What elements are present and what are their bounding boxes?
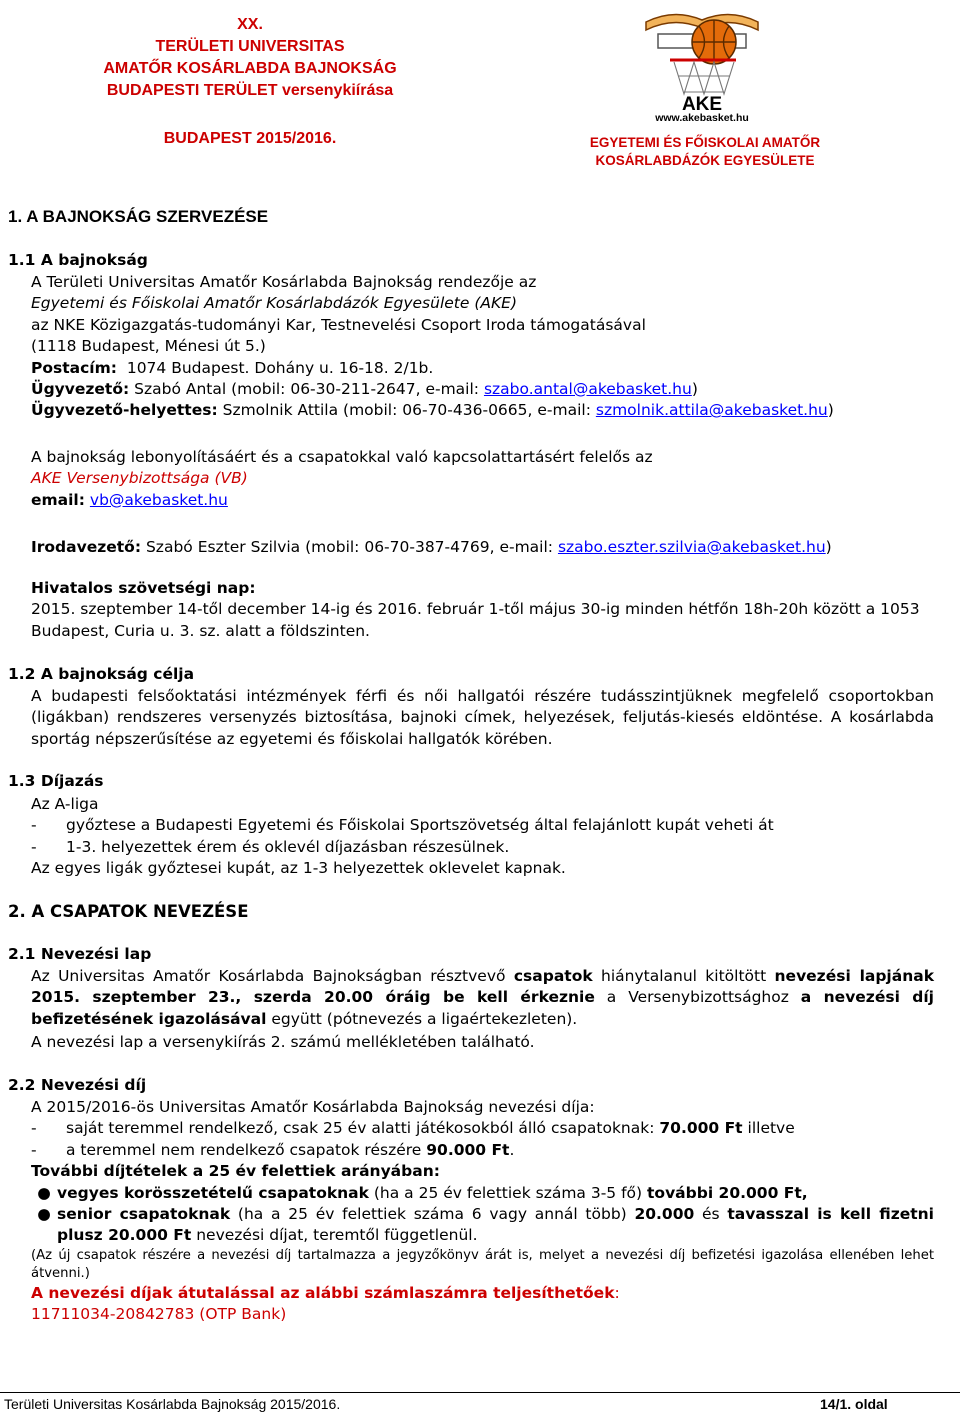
office-line: Irodavezető: Szabó Eszter Szilvia (mobil: 06-70-387-4769, e-mail: szabo.eszter.szilvia@akebasket.hu)	[31, 538, 832, 556]
postal-label: Postacím:	[31, 358, 117, 377]
text-run: csapatok	[513, 967, 593, 985]
manager-value: Szabó Antal (mobil: 06-30-211-2647, e-mail:	[134, 379, 480, 398]
new-team-note: (Az új csapatok részére a nevezési díj tartalmazza a jegyzőkönyv árát is, melyet a nevezési díj befizetési igazolása ellenében lehet átvenni.)	[31, 1247, 934, 1281]
title-line: BUDAPESTI TERÜLET versenykiírása	[106, 82, 394, 99]
org-line: EGYETEMI ÉS FŐISKOLAI AMATŐR	[589, 135, 821, 150]
vb-line: A bajnokság lebonyolításáért és a csapatokkal való kapcsolattartásért felelős az	[31, 448, 653, 466]
text-run: a teremmel nem rendelkező csapatok részére	[66, 1140, 427, 1159]
text-run: tavasszal is kell fizetni plusz 20.000 Ft	[57, 1204, 934, 1245]
a-liga-label: Az A-liga	[31, 795, 99, 813]
text-run: senior csapatoknak	[57, 1204, 231, 1223]
text-run: és	[694, 1204, 728, 1223]
postal-address	[31, 358, 934, 379]
section-2-2-heading: 2.2 Nevezési díj	[8, 1076, 147, 1094]
fee-amount: 70.000 Ft	[659, 1119, 743, 1138]
text-run: vegyes korösszetételű csapatoknak	[57, 1183, 369, 1202]
text-run: a nevezési díj befizetésének igazolásával	[31, 988, 934, 1028]
section-1-3-heading: 1.3 Díjazás	[8, 772, 104, 790]
extra-fee-item	[31, 1183, 934, 1204]
text-run: további 20.000 Ft,	[647, 1183, 808, 1202]
section-1-2-heading: 1.2 A bajnokság célja	[8, 665, 195, 683]
page-footer	[0, 1392, 960, 1412]
entry-form-annex: A nevezési lap a versenykiírás 2. számú mellékletében található.	[31, 1033, 535, 1051]
bullet-icon: ●	[37, 1204, 51, 1223]
logo-url: www.akebasket.hu	[655, 112, 749, 122]
section-1-1-heading: 1.1 A bajnokság	[8, 251, 148, 269]
text-run: illetve	[742, 1119, 795, 1138]
postal-value: 1074 Budapest. Dohány u. 16-18. 2/1b.	[126, 358, 434, 377]
text-run: nevezési díjat, teremtől függetlenül.	[191, 1226, 478, 1245]
org-line: KOSÁRLABDÁZÓK EGYESÜLETE	[595, 153, 815, 168]
page-number: 14/1. oldal	[820, 1396, 888, 1412]
vb-email-label: email:	[31, 490, 85, 509]
extra-fee-item	[31, 1204, 934, 1247]
section-1-1-body	[31, 272, 934, 422]
fee-intro: A 2015/2016-ös Universitas Amatőr Kosárlabda Bajnokság nevezési díja:	[31, 1098, 595, 1116]
section-1-heading: 1. A BAJNOKSÁG SZERVEZÉSE	[8, 207, 269, 226]
manager-line: Ügyvezető: Szabó Antal (mobil: 06-30-211-2647, e-mail: szabo.antal@akebasket.hu)	[31, 379, 698, 398]
vb-email-line	[31, 490, 934, 511]
official-day-text: 2015. szeptember 14-től december 14-ig és 2016. február 1-től május 30-ig minden hétfőn 18h-20h között a 1053 Budapest, Curia u. 3. sz. alatt a földszinten.	[31, 600, 920, 640]
transfer-text: A nevezési díjak átutalással az alábbi számlaszámra teljesíthetőek	[31, 1284, 615, 1303]
deputy-value: Szmolnik Attila (mobil: 06-70-436-0665, e-mail:	[222, 401, 591, 420]
title-line: XX.	[237, 16, 263, 33]
text-run: :	[614, 1284, 620, 1303]
logo-text: AKE	[681, 94, 723, 115]
section-1-3-body	[31, 794, 934, 880]
deputy-line: Ügyvezető-helyettes: Szmolnik Attila (mobil: 06-70-436-0665, e-mail: szmolnik.attila@akebasket.hu)	[31, 401, 834, 420]
text-run: a Versenybizottsághoz	[594, 988, 801, 1007]
text-run: Az Universitas Amatőr Kosárlabda Bajnokságban résztvevő	[31, 967, 514, 985]
title-line: AMATŐR KOSÁRLABDA BAJNOKSÁG	[103, 60, 397, 77]
office-email-link[interactable]: szabo.eszter.szilvia@akebasket.hu	[557, 538, 826, 556]
text-run: (ha a 25 év felettiek száma 6 vagy annál több)	[230, 1204, 635, 1223]
text-run: .	[509, 1140, 515, 1159]
text-run: 20.000	[634, 1204, 695, 1223]
prize-outro: Az egyes ligák győztesei kupát, az 1-3 helyezettek oklevelet kapnak.	[31, 859, 566, 878]
entry-fee-body	[31, 1097, 934, 1326]
text-run: hiánytalanul kitöltött	[592, 967, 775, 985]
prize-item: - 1-3. helyezettek érem és oklevél díjazásban részesülnek.	[31, 837, 934, 858]
section-1-2-text: A budapesti felsőoktatási intézmények férfi és női hallgatói részére tudásszintjüknek megfelelő csoportokban (ligákban) rendszeres versenyzés biztosítása, bajnoki címek, helyezések, feljutás-kiesés eldöntése. A kosárlabda sportág népszerűsítése az egyetemi és főiskolai hallgatók körében.	[31, 687, 934, 748]
text-run: saját teremmel rendelkező, csak 25 év alatti játékosokból álló csapatoknak:	[66, 1119, 660, 1138]
deputy-email-link[interactable]: szmolnik.attila@akebasket.hu	[595, 401, 828, 420]
prize-item-text: 1-3. helyezettek érem és oklevél díjazásban részesülnek.	[66, 837, 510, 856]
fee-item: - saját teremmel rendelkező, csak 25 év alatti játékosokból álló csapatoknak: 70.000 Ft illetve	[31, 1119, 795, 1138]
prize-item-text: győztese a Budapesti Egyetemi és Főiskolai Sportszövetség által felajánlott kupát veheti át	[66, 816, 774, 835]
vb-block	[31, 447, 934, 511]
vb-name: AKE Versenybizottsága (VB)	[31, 469, 248, 488]
organizer-line: A Területi Universitas Amatőr Kosárlabda Bajnokság rendezője az	[31, 273, 537, 291]
organizer-name: Egyetemi és Főiskolai Amatőr Kosárlabdázók Egyesülete (AKE)	[31, 294, 517, 313]
deputy-label: Ügyvezető-helyettes:	[31, 401, 218, 420]
manager-email-link[interactable]: szabo.antal@akebasket.hu	[483, 379, 692, 398]
section-2-1-heading: 2.1 Nevezési lap	[8, 945, 152, 963]
title-line: TERÜLETI UNIVERSITAS	[155, 38, 345, 55]
office-label: Irodavezető:	[31, 538, 142, 556]
transfer-line	[31, 1283, 934, 1304]
bullet-icon: ●	[37, 1183, 51, 1202]
official-day-block	[31, 578, 934, 642]
deadline: nevezési lapjának 2015. szeptember 23., szerda 20.00 óráig be kell érkeznie	[31, 967, 935, 1007]
prize-item: - győztese a Budapesti Egyetemi és Főiskolai Sportszövetség által felajánlott kupát veheti át	[31, 815, 934, 836]
text-run: (ha a 25 év felettiek száma 3-5 fő)	[368, 1183, 648, 1202]
extra-fee-heading: További díjtételek a 25 év felettiek arányában:	[31, 1162, 440, 1181]
address-line: (1118 Budapest, Ménesi út 5.)	[31, 337, 266, 356]
section-2-heading: 2. A CSAPATOK NEVEZÉSE	[8, 902, 249, 921]
organization-name	[565, 134, 845, 170]
office-value: Szabó Eszter Szilvia (mobil: 06-70-387-4769, e-mail:	[145, 538, 554, 556]
entry-form-text	[31, 966, 934, 1030]
fee-item: - a teremmel nem rendelkező csapatok részére 90.000 Ft.	[31, 1140, 515, 1159]
bank-account: 11711034-20842783 (OTP Bank)	[31, 1305, 287, 1324]
support-line: az NKE Közigazgatás-tudományi Kar, Testnevelési Csoport Iroda támogatásával	[31, 315, 646, 334]
manager-label: Ügyvezető:	[31, 379, 130, 398]
ake-logo-icon	[640, 4, 765, 122]
fee-amount: 90.000 Ft	[426, 1140, 510, 1159]
footer-title: Területi Universitas Kosárlabda Bajnokság 2015/2016.	[4, 1396, 341, 1412]
text-run: együtt (pótnevezés a ligaértekezleten).	[266, 1009, 578, 1028]
city-season: BUDAPEST 2015/2016.	[163, 130, 337, 147]
official-day-label: Hivatalos szövetségi nap:	[31, 579, 256, 597]
document-title	[40, 14, 460, 102]
vb-email-link[interactable]: vb@akebasket.hu	[89, 490, 228, 509]
